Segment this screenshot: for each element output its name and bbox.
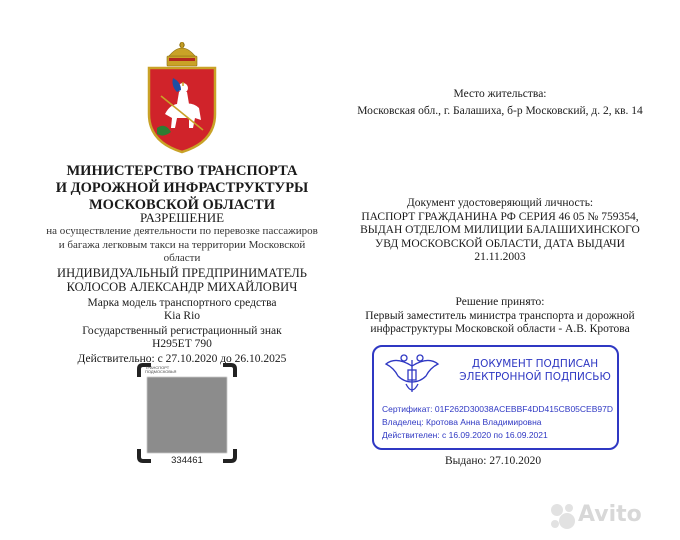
issued-date: Выдано: 27.10.2020 (445, 455, 542, 467)
identity-line-4: 21.11.2003 (474, 251, 526, 263)
model-label: Марка модель транспортного средства (87, 297, 277, 309)
ministry-line-1: МИНИСТЕРСТВО ТРАНСПОРТА (66, 163, 298, 179)
permit-description (22, 225, 342, 266)
decision-line-2: инфраструктуры Московской области - А.В. Кротова (370, 323, 630, 335)
ministry-line-2: И ДОРОЖНОЙ ИНФРАСТРУКТУРЫ (55, 180, 309, 196)
ministry-title (22, 163, 342, 214)
permit-desc-line-3: области (163, 252, 201, 264)
identity-line-1: ПАСПОРТ ГРАЖДАНИНА РФ СЕРИЯ 46 05 № 759354, (361, 210, 639, 223)
double-headed-eagle-icon (382, 352, 442, 398)
decision-line-1: Первый заместитель министра транспорта и дорожной (365, 309, 635, 322)
qr-tag: ТРАНСПОРТ ПОДМОСКОВЬЯ (145, 365, 177, 374)
qr-number: 334461 (171, 455, 203, 466)
permit-desc-line-2: и багажа легковым такси на территории Московской (58, 238, 306, 251)
moscow-oblast-emblem (143, 42, 221, 154)
permit-desc-line-1: на осуществление деятельности по перевозке пассажиров (46, 225, 318, 237)
holder-type: ИНДИВИДУАЛЬНЫЙ ПРЕДПРИНИМАТЕЛЬ (57, 266, 307, 280)
stamp-certificate: Сертификат: 01F262D30038ACEBBF4DD415CB05CEB97D (382, 404, 613, 414)
residence-block (340, 88, 660, 118)
qr-code-blurred (147, 377, 227, 453)
stamp-owner: Владелец: Кротова Анна Владимировна (382, 417, 542, 427)
permit-title: РАЗРЕШЕНИЕ (139, 210, 225, 225)
plate-value: Н295ЕТ 790 (152, 338, 212, 350)
holder-name: КОЛОСОВ АЛЕКСАНДР МИХАЙЛОВИЧ (66, 280, 298, 294)
identity-label: Документ удостоверяющий личность: (406, 197, 594, 209)
stamp-heading-line-2: ЭЛЕКТРОННОЙ ПОДПИСЬЮ (459, 371, 611, 383)
stamp-validity: Действителен: с 16.09.2020 по 16.09.2021 (382, 430, 548, 440)
stamp-heading (455, 358, 615, 384)
stamp-heading-line-1: ДОКУМЕНТ ПОДПИСАН (471, 358, 599, 370)
identity-block (340, 197, 660, 265)
ministry-line-3: МОСКОВСКОЙ ОБЛАСТИ (88, 197, 275, 213)
avito-logo-icon (547, 500, 579, 532)
residence-label: Место жительства: (453, 88, 547, 100)
avito-watermark: Avito (578, 502, 642, 527)
holder-block (22, 266, 342, 366)
model-value: Kia Rio (163, 310, 201, 322)
residence-value: Московская обл., г. Балашиха, б-р Московский, д. 2, кв. 14 (357, 104, 643, 117)
plate-label: Государственный регистрационный знак (82, 325, 282, 337)
decision-label: Решение принято: (455, 296, 545, 308)
validity-period: Действительно: с 27.10.2020 до 26.10.2025 (77, 353, 287, 365)
decision-block (340, 296, 660, 337)
identity-line-3: УВД МОСКОВСКОЙ ОБЛАСТИ, ДАТА ВЫДАЧИ (375, 237, 625, 250)
identity-line-2: ВЫДАН ОТДЕЛОМ МИЛИЦИИ БАЛАШИХИНСКОГО (360, 224, 640, 236)
